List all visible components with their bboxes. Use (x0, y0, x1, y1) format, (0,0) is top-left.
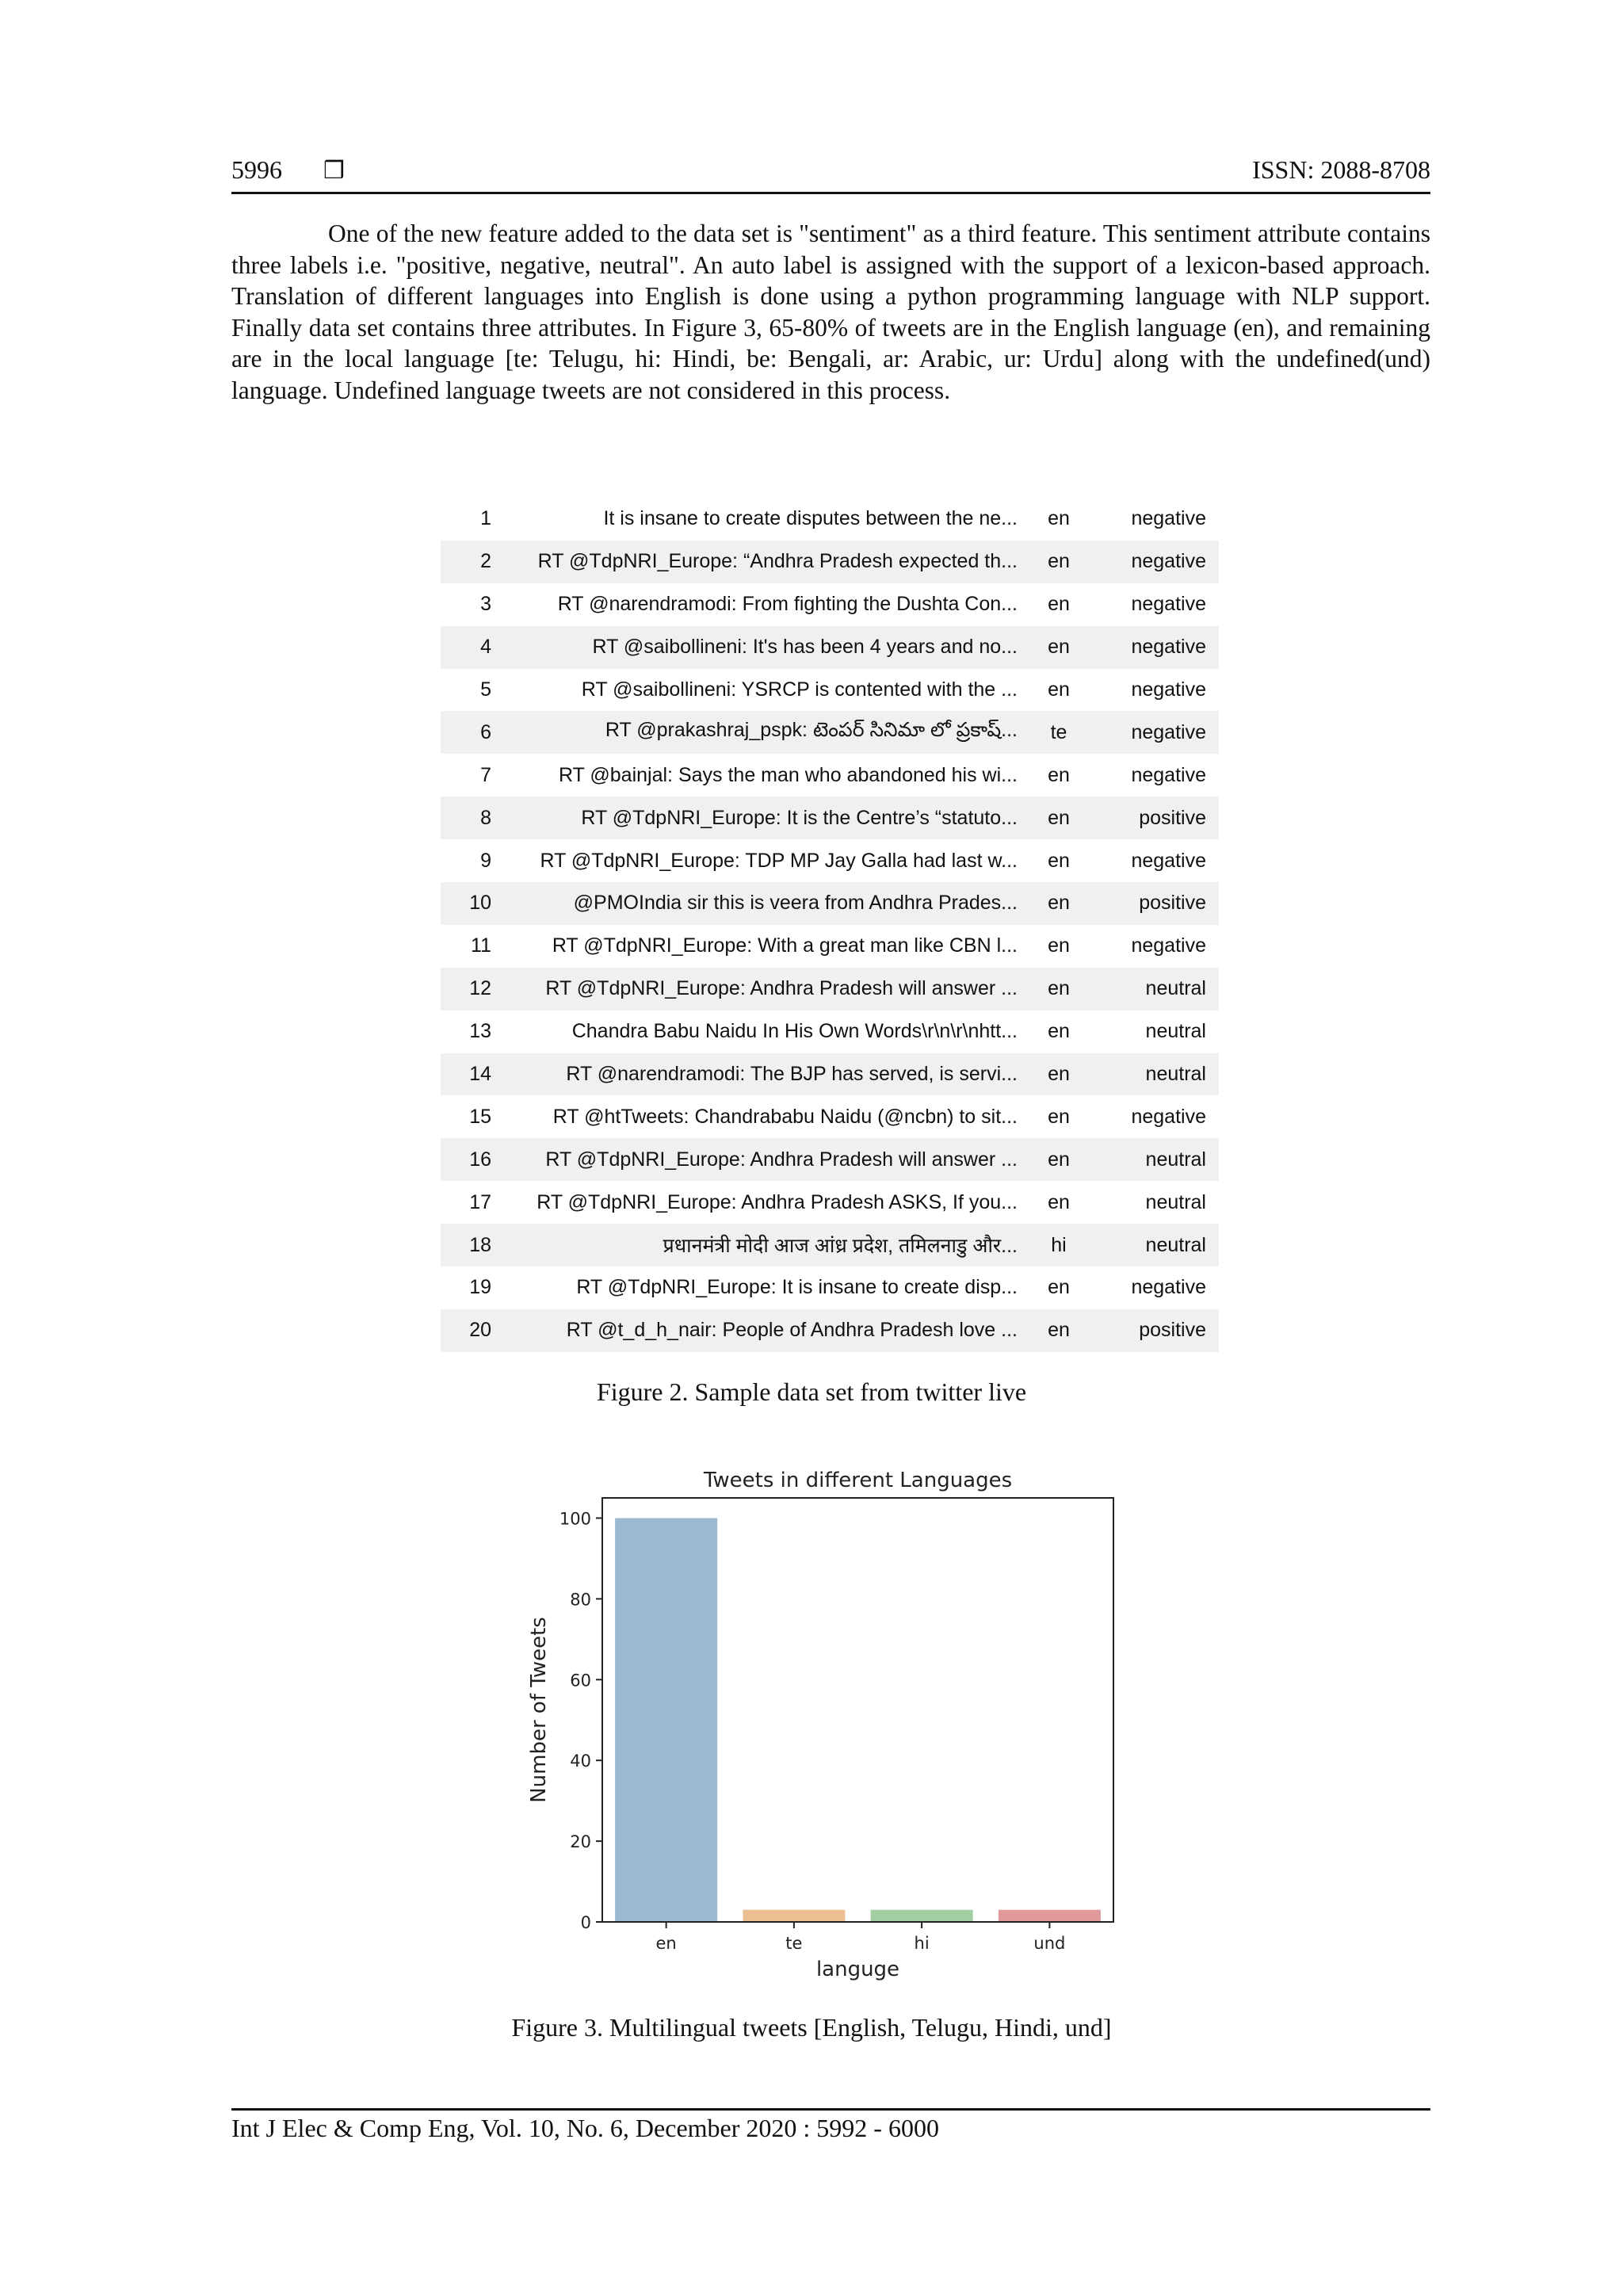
language-bar-chart (507, 1450, 1141, 1989)
y-tick-label: 40 (570, 1752, 591, 1771)
row-index: 1 (480, 507, 491, 530)
row-index: 11 (471, 934, 491, 957)
y-tick-label: 0 (580, 1913, 591, 1932)
page-number: 5996 (231, 155, 282, 184)
x-tick-label: und (1033, 1934, 1066, 1953)
tweet-text: प्रधानमंत्री मोदी आज आंध्र प्रदेश, तमिलनाडु और... (498, 1224, 1027, 1266)
table-row (441, 626, 1219, 669)
y-tick-label: 100 (559, 1509, 591, 1529)
language-code: en (1048, 593, 1070, 616)
sentiment-label: neutral (1145, 1190, 1206, 1213)
row-index: 14 (441, 1053, 498, 1096)
bar-te (743, 1910, 845, 1922)
sentiment-label: neutral (1090, 1224, 1219, 1266)
tweet-text: RT @TdpNRI_Europe: TDP MP Jay Galla had last w... (540, 849, 1018, 872)
language-code: en (1027, 797, 1090, 839)
sentiment-label: positive (1090, 797, 1219, 839)
tweet-text: RT @prakashraj_pspk: టెంపర్ సినిమా లో ప్రకాష్... (498, 711, 1027, 754)
row-index: 12 (441, 968, 498, 1010)
bar-und (999, 1910, 1101, 1922)
row-index: 4 (441, 626, 498, 669)
table-row (441, 797, 1219, 839)
sentiment-label: negative (1131, 507, 1206, 530)
table-row (441, 1010, 1219, 1053)
tweet-text: RT @t_d_h_nair: People of Andhra Pradesh love ... (498, 1309, 1027, 1352)
sentiment-label: negative (1131, 1276, 1206, 1299)
language-code: en (1048, 934, 1070, 957)
page-footer: Int J Elec & Comp Eng, Vol. 10, No. 6, December 2020 : 5992 - 6000 (231, 2114, 939, 2142)
tweet-text: RT @saibollineni: YSRCP is contented with the ... (581, 678, 1018, 701)
tweet-text: RT @TdpNRI_Europe: Andhra Pradesh will answer ... (498, 1138, 1027, 1181)
header-rule (231, 192, 1430, 194)
language-code: en (1027, 541, 1090, 583)
y-axis-label: Number of Tweets (527, 1617, 551, 1803)
row-index: 8 (441, 797, 498, 839)
tweet-text: Chandra Babu Naidu In His Own Words\r\n\r\nhtt... (571, 1020, 1018, 1043)
row-index: 20 (441, 1309, 498, 1352)
table-row (441, 925, 1219, 968)
table-row (441, 669, 1219, 712)
language-code: en (1048, 1020, 1070, 1043)
sentiment-label: negative (1131, 763, 1206, 786)
issn-label: ISSN: 2088-8708 (1252, 155, 1430, 184)
language-code: en (1048, 763, 1070, 786)
table-row (441, 1095, 1219, 1138)
language-code: en (1027, 1053, 1090, 1096)
tweet-text: RT @TdpNRI_Europe: It is insane to create disp... (576, 1276, 1018, 1299)
language-code: en (1027, 1309, 1090, 1352)
language-code: en (1027, 1138, 1090, 1181)
chart-title: Tweets in different Languages (703, 1469, 1013, 1492)
language-code: te (1027, 711, 1090, 754)
sentiment-label: negative (1090, 626, 1219, 669)
y-tick-label: 60 (570, 1671, 591, 1690)
x-tick-label: en (655, 1934, 677, 1953)
table-row (441, 1309, 1219, 1352)
table-row (441, 1266, 1219, 1309)
tweet-text: @PMOIndia sir this is veera from Andhra Prades... (498, 882, 1027, 925)
sentiment-label: negative (1131, 593, 1206, 616)
tweet-text: RT @narendramodi: From fighting the Dushta Con... (557, 593, 1018, 616)
row-index: 2 (441, 541, 498, 583)
figure-3-caption: Figure 3. Multilingual tweets [English, Telugu, Hindi, und] (511, 2013, 1112, 2042)
sentiment-label: positive (1090, 882, 1219, 925)
y-tick-label: 80 (570, 1590, 591, 1610)
table-row (441, 1224, 1219, 1266)
tweet-text: RT @saibollineni: It's has been 4 years and no... (498, 626, 1027, 669)
table-row (441, 1181, 1219, 1224)
sentiment-label: negative (1090, 541, 1219, 583)
table-row (441, 839, 1219, 882)
tweet-text: RT @TdpNRI_Europe: Andhra Pradesh ASKS, If you... (537, 1190, 1018, 1213)
row-index: 10 (441, 882, 498, 925)
x-tick-label: hi (914, 1934, 930, 1953)
language-code: en (1027, 882, 1090, 925)
table-row (441, 711, 1219, 754)
language-code: en (1048, 849, 1070, 872)
row-index: 15 (469, 1105, 491, 1128)
table-row (441, 583, 1219, 626)
row-index: 3 (480, 593, 491, 616)
language-code: en (1048, 678, 1070, 701)
tweet-text: RT @bainjal: Says the man who abandoned his wi... (559, 763, 1018, 786)
tweet-text: RT @htTweets: Chandrababu Naidu (@ncbn) to sit... (552, 1105, 1018, 1128)
language-code: en (1048, 507, 1070, 530)
table-row (441, 882, 1219, 925)
sample-data-table (441, 498, 1219, 1352)
language-code: en (1048, 1190, 1070, 1213)
figure-2-caption: Figure 2. Sample data set from twitter live (596, 1377, 1027, 1406)
sentiment-label: neutral (1090, 968, 1219, 1010)
row-index: 17 (469, 1190, 491, 1213)
row-index: 19 (469, 1276, 491, 1299)
language-code: en (1027, 968, 1090, 1010)
tweet-text: RT @TdpNRI_Europe: With a great man like CBN l... (552, 934, 1018, 957)
row-index: 9 (480, 849, 491, 872)
language-code: en (1027, 626, 1090, 669)
sentiment-label: negative (1131, 1105, 1206, 1128)
tweet-text: RT @TdpNRI_Europe: It is the Centre’s “statuto... (498, 797, 1027, 839)
table-row (441, 498, 1219, 541)
language-code: en (1048, 1276, 1070, 1299)
bar-hi (871, 1910, 973, 1922)
box-icon: ❒ (323, 158, 345, 184)
table-row (441, 754, 1219, 797)
table-row (441, 968, 1219, 1010)
sentiment-label: neutral (1090, 1138, 1219, 1181)
language-code: hi (1027, 1224, 1090, 1266)
tweet-text: It is insane to create disputes between the ne... (603, 507, 1018, 530)
row-index: 13 (469, 1020, 491, 1043)
table-row (441, 1138, 1219, 1181)
sentiment-label: negative (1090, 711, 1219, 754)
x-axis-label: languge (815, 1958, 900, 1981)
tweet-text: RT @TdpNRI_Europe: Andhra Pradesh will answer ... (498, 968, 1027, 1010)
sentiment-label: negative (1131, 934, 1206, 957)
table-row (441, 541, 1219, 583)
x-tick-label: te (785, 1934, 803, 1953)
row-index: 5 (480, 678, 491, 701)
table-row (441, 1053, 1219, 1096)
bar-en (615, 1518, 717, 1922)
sentiment-label: neutral (1090, 1053, 1219, 1096)
language-code: en (1048, 1105, 1070, 1128)
row-index: 18 (441, 1224, 498, 1266)
footer-rule (231, 2108, 1430, 2111)
body-paragraph: One of the new feature added to the data set is "sentiment" as a third feature. This sentiment attribute contains three labels i.e. "positive, negative, neutral". An auto label is assigned with the support of a lexicon-based approach. Translation of different languages into English is done using a python programming language with NLP support. Finally data set contains three attributes. In Figure 3, 65-80% of tweets are in the English language (en), and remaining are in the local language [te: Telugu, hi: Hindi, be: Bengali, ar: Arabic, ur: Urdu] along with the undefined(und) language. Undefined language tweets are not considered in this process. (231, 220, 1430, 404)
sentiment-label: negative (1131, 849, 1206, 872)
tweet-text: RT @narendramodi: The BJP has served, is servi... (498, 1053, 1027, 1096)
sentiment-label: neutral (1145, 1020, 1206, 1043)
row-index: 7 (480, 763, 491, 786)
y-tick-label: 20 (570, 1832, 591, 1852)
sentiment-label: positive (1090, 1309, 1219, 1352)
tweet-text: RT @TdpNRI_Europe: “Andhra Pradesh expected th... (498, 541, 1027, 583)
row-index: 6 (441, 711, 498, 754)
sentiment-label: negative (1131, 678, 1206, 701)
page-header (231, 152, 1430, 192)
row-index: 16 (441, 1138, 498, 1181)
